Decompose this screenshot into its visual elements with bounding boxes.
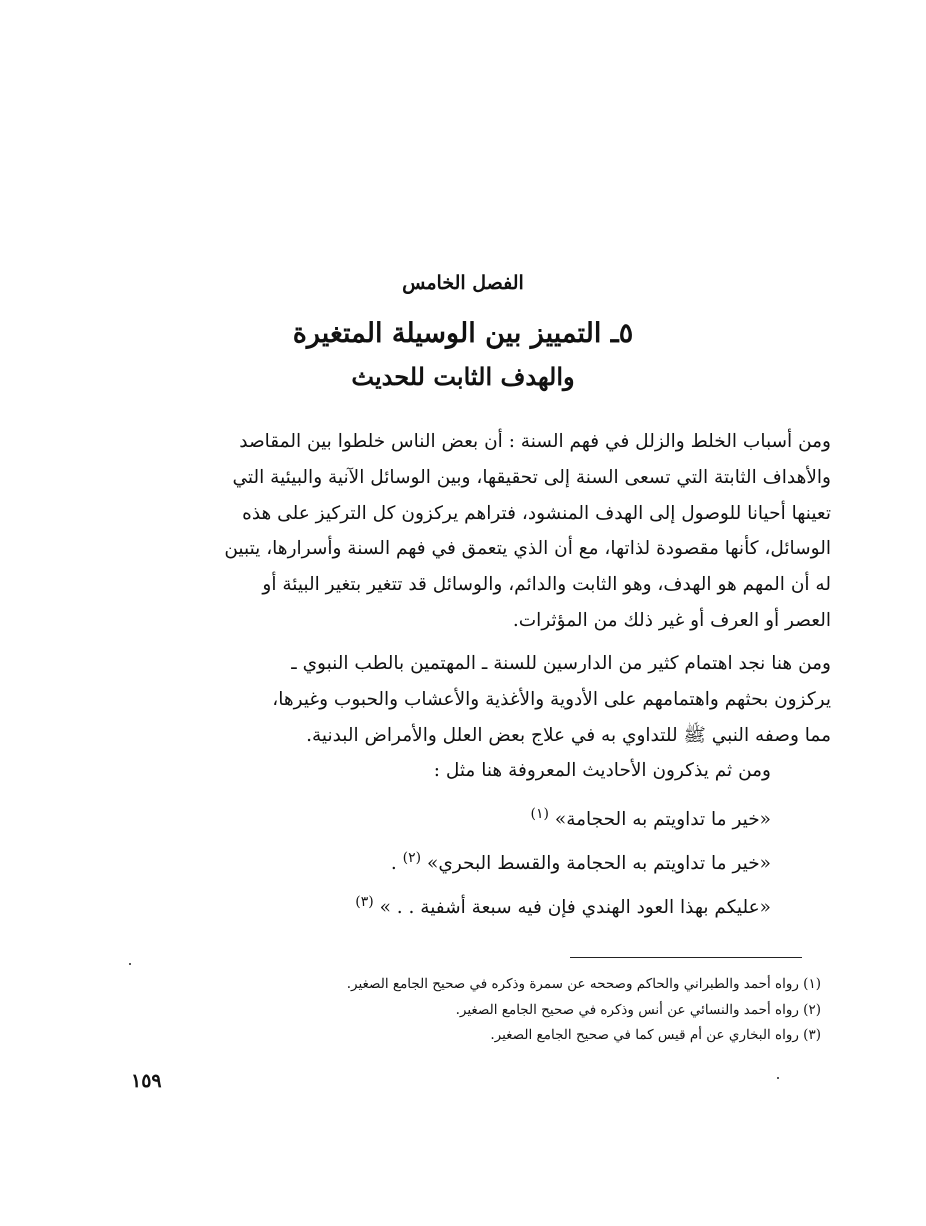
hadith-text: «خير ما تداويتم به الحجامة والقسط البحري»	[427, 853, 771, 875]
chapter-label: الفصل الخامس	[402, 272, 524, 294]
scan-speck	[129, 963, 131, 965]
hadith-quote	[531, 806, 771, 830]
footnote: (١) رواه أحمد والطبراني والحاكم وصححه عن سمرة وذكره في صحيح الجامع الصغير.	[346, 976, 821, 992]
scan-speck	[777, 1077, 779, 1079]
footnote-ref: (٢)	[402, 850, 422, 866]
hadith-intro: ومن ثم يذكرون الأحاديث المعروفة هنا مثل :	[433, 760, 771, 781]
paragraph-line: والأهداف الثابتة التي تسعى السنة إلى تحقيقها، وبين الوسائل الآنية والبيئية التي	[232, 466, 831, 488]
paragraph-line: تعينها أحيانا للوصول إلى الهدف المنشود، فتراهم يركزون كل التركيز على هذه	[242, 502, 831, 524]
paragraph-line: الوسائل، كأنها مقصودة لذاتها، مع أن الذي يتعمق في فهم السنة وأسرارها، يتبين	[224, 538, 831, 560]
hadith-quote	[355, 894, 771, 918]
footnote-divider	[570, 957, 802, 958]
paragraph-line: العصر أو العرف أو غير ذلك من المؤثرات.	[512, 609, 831, 631]
hadith-quote	[391, 850, 771, 874]
hadith-end: .	[390, 853, 397, 875]
hadith-text: «خير ما تداويتم به الحجامة»	[554, 809, 771, 831]
page-number: ١٥٩	[131, 1070, 162, 1092]
section-title-line-1: ٥ـ التمييز بين الوسيلة المتغيرة	[292, 318, 634, 349]
footnote: (٢) رواه أحمد والنسائي عن أنس وذكره في صحيح الجامع الصغير.	[455, 1001, 821, 1018]
hadith-text: «عليكم بهذا العود الهندي فإن فيه سبعة أشفية . . »	[379, 897, 771, 919]
footnote-ref: (١)	[530, 806, 549, 822]
paragraph-line: ومن أسباب الخلط والزلل في فهم السنة : أن بعض الناس خلطوا بين المقاصد	[239, 431, 831, 452]
paragraph-line: له أن المهم هو الهدف، وهو الثابت والدائم، والوسائل قد تتغير بتغير البيئة أو	[262, 574, 831, 596]
paragraph-line: ومن هنا نجد اهتمام كثير من الدارسين للسنة ـ المهتمين بالطب النبوي ـ	[291, 653, 831, 674]
footnote-ref: (٣)	[355, 894, 374, 910]
paragraph-line: مما وصفه النبي ﷺ للتداوي به في علاج بعض العلل والأمراض البدنية.	[306, 724, 831, 746]
footnote: (٣) رواه البخاري عن أم قيس كما في صحيح الجامع الصغير.	[490, 1027, 821, 1043]
paragraph-1	[131, 424, 831, 639]
section-title-line-2: والهدف الثابت للحديث	[351, 362, 575, 391]
paragraph-line: يركزون بحثهم واهتمامهم على الأدوية والأغذية والأعشاب والحبوب وغيرها،	[272, 688, 831, 710]
paragraph-2	[131, 646, 831, 753]
footnotes	[347, 972, 821, 1049]
